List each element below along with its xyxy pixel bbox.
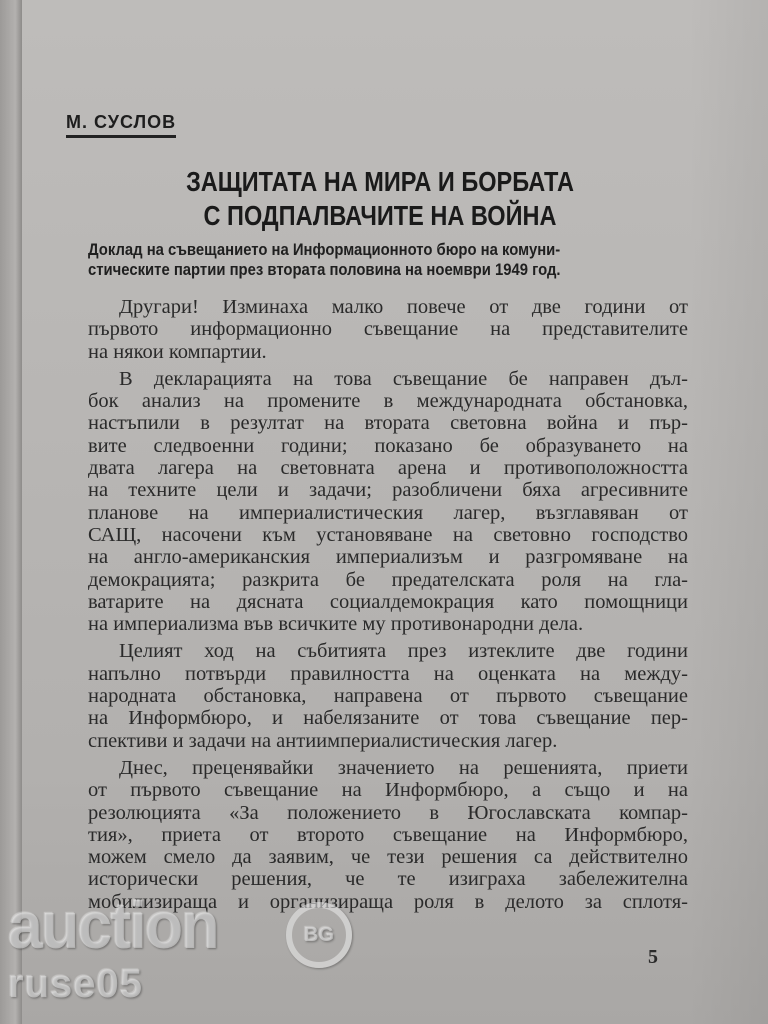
text-line: от първото съвещание на Информбюро, а също и на: [88, 779, 688, 802]
paragraph: [88, 640, 688, 751]
text-line: демокрацията; разкрита бе предателската роля на гла-: [88, 568, 688, 591]
paragraph: [88, 296, 688, 363]
text-line: резолюцията «За положението в Югославската компар-: [88, 801, 688, 824]
text-line: В декларацията на това съвещание бе направен дъл-: [119, 367, 688, 390]
text-line: народната обстановка, направена от първото съвещание: [88, 685, 688, 708]
subtitle-line: Доклад на съвещанието на Информационното бюро на комуни-: [88, 241, 561, 259]
watermark-badge-icon: BG: [286, 902, 352, 968]
text-line: на империализма във всичките му противонародни дела.: [88, 613, 584, 636]
text-line: тия», приета от второто съвещание на Информбюро,: [88, 823, 688, 846]
text-line: на англо-американския империализъм и разгромяване на: [88, 546, 688, 569]
article-body: [88, 296, 688, 913]
article-title: [111, 165, 649, 233]
text-line: ватарите на дясната социалдемокрация като помощници: [88, 590, 688, 613]
text-line: бок анализ на промените в международната обстановка,: [88, 390, 688, 413]
paragraph: [88, 368, 688, 636]
title-line: С ПОДПАЛВАЧИТЕ НА ВОЙНА: [203, 200, 557, 231]
watermark-logo-text: auction: [8, 888, 218, 962]
adjacent-page-edge: [0, 0, 22, 1024]
text-line: САЩ, насочени към установяване на световно господство: [88, 523, 688, 546]
watermark-username: ruse05: [8, 962, 143, 1006]
text-line: Целият ход на събитията през изтеклите две години: [119, 640, 688, 663]
text-line: на техните цели и задачи; разобличени бяха агресивните: [88, 479, 688, 502]
text-line: двата лагера на световната арена и противоположността: [88, 457, 688, 480]
page-shadow: [688, 0, 768, 1024]
text-line: планове на империалистическия лагер, възглавяван от: [88, 501, 688, 524]
text-line: можем смело да заявим, че тези решения са действително: [88, 846, 688, 869]
page-number: 5: [648, 946, 658, 968]
title-line: ЗАЩИТАТА НА МИРА И БОРБАТА: [186, 166, 574, 197]
text-line: мобилизираща и организираща роля в делото за сплотя-: [88, 890, 688, 913]
text-line: напълно потвърди правилността на оценката на между-: [88, 662, 688, 685]
text-line: исторически решения, че те изиграха забележителна: [88, 868, 688, 891]
text-line: на някои компартии.: [88, 340, 267, 363]
text-line: спективи и задачи на антиимпериалистическия лагер.: [88, 729, 558, 752]
text-line: Днес, преценявайки значението на решенията, приети: [119, 756, 688, 779]
author-name: М. СУСЛОВ: [66, 112, 176, 138]
text-line: първото информационно съвещание на представителите: [88, 318, 688, 341]
text-line: на Информбюро, и набелязаните от това съвещание пер-: [88, 707, 688, 730]
subtitle-line: стическите партии през втората половина на ноември 1949 год.: [88, 261, 561, 279]
text-line: вите следвоенни години; показано бе образуването на: [88, 434, 688, 457]
article-subtitle: [88, 240, 664, 280]
text-line: настъпили в резултат на втората световна война и пър-: [88, 412, 688, 435]
text-line: Другари! Изминаха малко повече от две години от: [119, 296, 688, 318]
auction-watermark: [8, 888, 334, 1006]
